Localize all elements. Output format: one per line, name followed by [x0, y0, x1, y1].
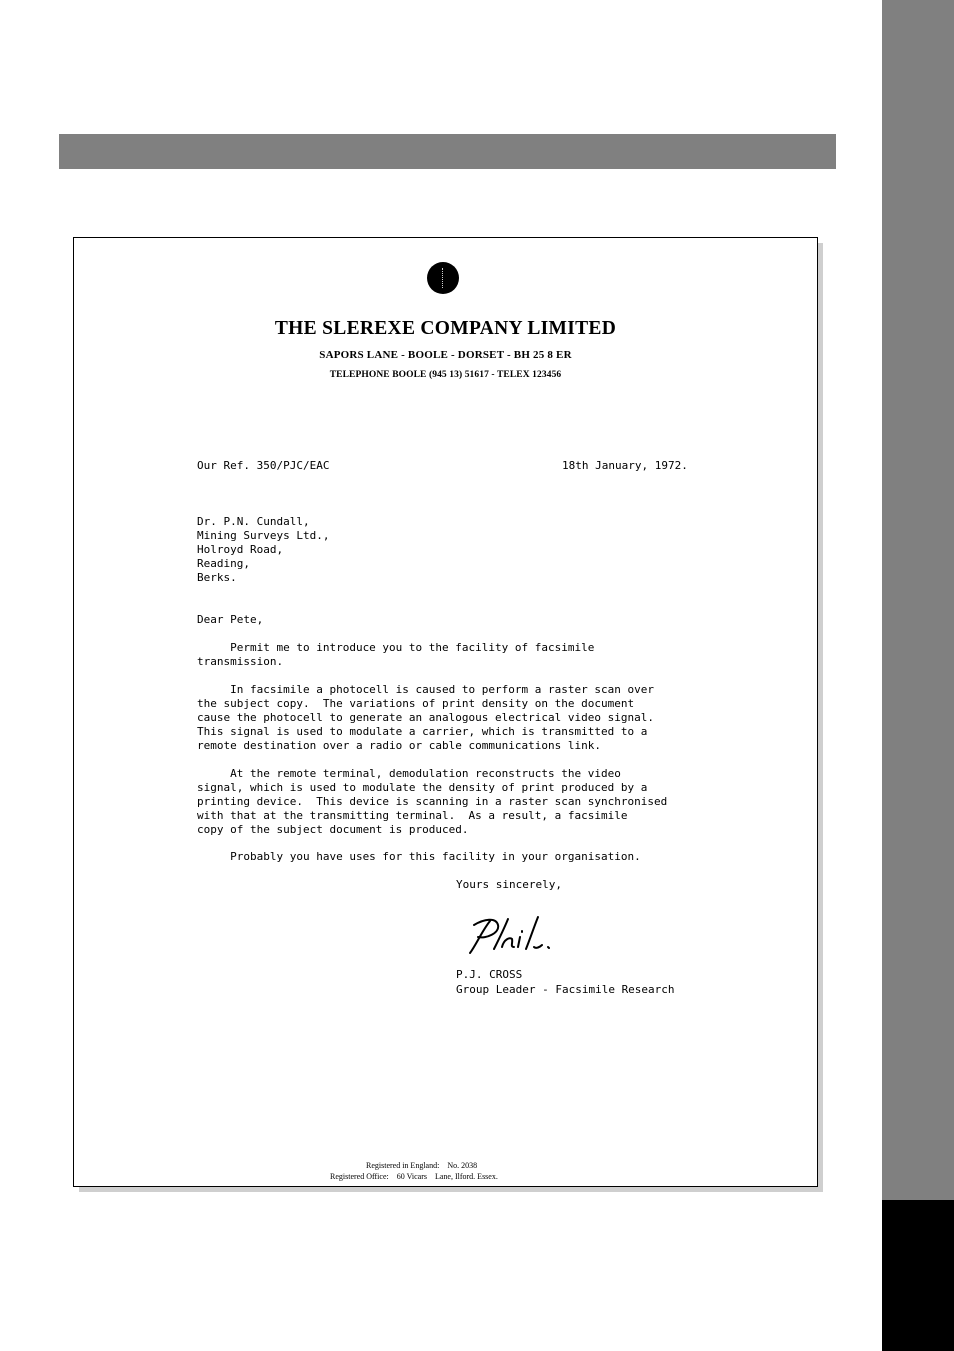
paragraph-line: Probably you have uses for this facility in your organisation. — [197, 850, 641, 863]
recipient-line: Holroyd Road, — [197, 543, 284, 556]
letter-date: 18th January, 1972. — [562, 459, 688, 472]
paragraph-line: This signal is used to modulate a carrier, which is transmitted to a — [197, 725, 648, 738]
paragraph-line: cause the photocell to generate an analogous electrical video signal. — [197, 711, 654, 724]
company-telephone: TELEPHONE BOOLE (945 13) 51617 - TELEX 123456 — [329, 370, 562, 380]
paragraph-line: At the remote terminal, demodulation reconstructs the video — [197, 767, 621, 780]
paragraph-line: copy of the subject document is produced. — [197, 823, 469, 836]
document-page — [73, 237, 818, 1187]
side-bar — [882, 0, 954, 1200]
paragraph-line: transmission. — [197, 655, 284, 668]
recipient-line: Reading, — [197, 557, 250, 570]
company-name: THE SLEREXE COMPANY LIMITED — [274, 318, 617, 339]
logo-mark — [442, 268, 445, 288]
company-address: SAPORS LANE - BOOLE - DORSET - BH 25 8 ER — [319, 349, 572, 361]
recipient-line: Berks. — [197, 571, 237, 584]
paragraph-line: In facsimile a photocell is caused to perform a raster scan over — [197, 683, 654, 696]
closing: Yours sincerely, — [456, 878, 562, 891]
recipient-line: Dr. P.N. Cundall, — [197, 515, 310, 528]
signatory-title: Group Leader - Facsimile Research — [456, 983, 675, 996]
paragraph-line: the subject copy. The variations of print density on the document — [197, 697, 635, 710]
paragraph-line: printing device. This device is scanning in a raster scan synchronised — [197, 795, 668, 808]
paragraph-line: with that at the transmitting terminal. As a result, a facsimile — [197, 809, 628, 822]
signatory-name: P.J. CROSS — [456, 968, 523, 981]
footer-registered-office: Registered Office: 60 Vicars Lane, Ilford. Essex. — [330, 1172, 498, 1181]
paragraph-line: remote destination over a radio or cable communications link. — [197, 739, 601, 752]
paragraph-line: Permit me to introduce you to the facility of facsimile — [197, 641, 595, 654]
salutation: Dear Pete, — [197, 613, 264, 626]
side-tab — [882, 1200, 954, 1351]
header-band — [59, 134, 836, 169]
footer-registered-in: Registered in England: No. 2038 — [366, 1161, 478, 1170]
recipient-line: Mining Surveys Ltd., — [197, 529, 330, 542]
signature — [464, 913, 554, 961]
reference: Our Ref. 350/PJC/EAC — [197, 459, 330, 472]
paragraph-line: signal, which is used to modulate the density of print produced by a — [197, 781, 648, 794]
company-logo-icon — [427, 262, 459, 294]
